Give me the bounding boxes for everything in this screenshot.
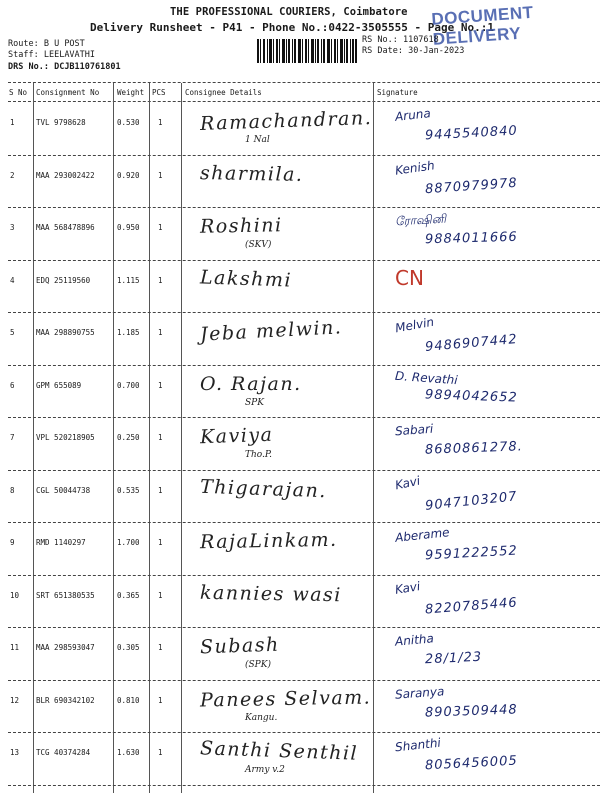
row-pcs: 1 [158,485,163,495]
row-sno: 2 [10,170,15,180]
row-consignment-no: MAA 568478896 [36,223,95,232]
signature-name: Kavi [393,473,422,492]
company-title: THE PROFESSIONAL COURIERS, Coimbatore [170,6,408,18]
consignee-note: SPK [245,397,264,408]
row-consignment-no: VPL 520218905 [36,433,95,442]
consignee-name: Santhi Senthil [199,737,359,765]
row-pcs: 1 [158,590,163,600]
row-pcs: 1 [158,275,163,285]
row-divider [8,732,600,733]
signature-phone: 9591222552 [424,543,519,564]
row-sno: 6 [10,380,15,390]
row-weight: 0.950 [117,223,140,232]
row-weight: 0.365 [117,590,140,600]
row-consignment-no: MAA 293002422 [36,170,95,180]
consignee-name: Roshini [199,214,283,238]
row-divider [8,680,600,681]
consignee-name: Subash [199,633,281,659]
consignee-name: Thigarajan. [199,475,328,502]
row-pcs: 1 [158,328,163,337]
row-weight: 0.250 [117,433,140,442]
barcode [257,39,357,63]
signature-name: Aruna [394,106,432,124]
row-divider [8,365,600,366]
signature-phone: 8870979978 [424,175,519,197]
row-consignment-no: MAA 298890755 [36,328,95,337]
signature-name: Aberame [394,525,451,545]
signature-name: Kavi [394,578,422,597]
col-consignment-header: Consignment No [36,88,100,97]
consignee-name: Jeba melwin. [199,316,343,346]
row-sno: 7 [10,433,15,442]
col-divider [33,83,34,793]
consignee-name: Ramachandran. [199,107,373,135]
row-sno: 1 [10,118,15,127]
col-consignee-header: Consignee Details [185,88,262,97]
consignee-name: Kaviya [199,423,274,449]
row-consignment-no: BLR 690342102 [36,695,95,705]
row-pcs: 1 [158,433,163,442]
row-divider [8,155,600,156]
row-sno: 10 [10,590,20,600]
row-sno: 12 [10,695,20,705]
row-consignment-no: MAA 298593047 [36,643,95,652]
row-sno: 4 [10,275,15,285]
consignee-note: Kangu. [245,712,278,723]
row-pcs: 1 [158,748,163,757]
consignee-note: Tho.P. [245,450,273,460]
signature-phone: 9445540840 [424,123,519,144]
consignee-note: (SKV) [245,240,272,250]
staff-line: Staff: LEELAVATHI [8,50,96,60]
col-divider [373,83,374,793]
drs-line: DRS No.: DCJB110761801 [8,62,121,72]
signature-phone: 28/1/23 [424,649,483,668]
row-weight: 0.305 [117,643,140,652]
signature-name: D. Revathi [394,368,459,387]
row-divider [8,627,600,628]
row-pcs: 1 [158,380,163,390]
row-sno: 5 [10,328,15,337]
consignee-note: Army v.2 [245,765,285,775]
row-divider [8,312,600,313]
col-pcs-header: PCS [152,88,166,97]
signature-name: Shanthi [394,735,442,755]
consignee-name: RajaLinkam. [199,528,338,554]
row-divider [8,417,600,418]
row-weight: 0.810 [117,695,140,705]
row-sno: 13 [10,748,20,757]
consignee-name: kannies wasi [199,581,343,606]
runsheet-title: Delivery Runsheet - P41 - Phone No.:0422-3505555 - Page No.:1 [90,21,494,34]
signature-name: Saranya [394,683,445,702]
signature-phone: 8056456005 [424,753,519,774]
col-divider [181,83,182,793]
signature-name: ரோஷினி [394,211,447,229]
row-consignment-no: CGL 50044738 [36,485,91,495]
row-sno: 9 [10,538,15,547]
row-pcs: 1 [158,695,163,705]
row-sno: 11 [10,643,20,652]
consignee-name: Panees Selvam. [199,686,372,711]
row-pcs: 1 [158,643,163,652]
signature-phone: 9884011666 [424,229,518,248]
row-divider [8,260,600,261]
row-consignment-no: SRT 651380535 [36,590,95,600]
row-divider [8,575,600,576]
row-consignment-no: TCG 40374284 [36,748,91,757]
signature-phone: 8903509448 [424,701,518,721]
row-consignment-no: RMD 1140297 [36,538,86,547]
consignee-note: (SPK) [245,660,271,670]
col-signature-header: Signature [377,88,418,97]
signature-name: Anitha [394,631,435,649]
signature-phone: 8680861278. [424,439,524,458]
row-weight: 1.700 [117,538,140,547]
row-pcs: 1 [158,118,163,127]
row-consignment-no: TVL 9798628 [36,118,86,127]
row-consignment-no: EDQ 25119560 [36,275,91,285]
signature-name: Melvin [394,314,436,336]
signature-phone: 9894042652 [424,386,518,406]
row-weight: 0.920 [117,170,140,180]
signature-phone: 8220785446 [424,594,519,618]
route-line: Route: B U POST [8,39,85,49]
row-weight: 0.535 [117,485,140,495]
signature-name: Kenish [394,157,436,178]
table-top-rule [8,82,600,83]
consignee-note: 1 Nal [245,135,270,145]
row-divider [8,470,600,471]
col-weight-header: Weight [117,88,145,97]
col-sno-header: S No [9,88,28,97]
rs-date-line: RS Date: 30-Jan-2023 [362,46,465,56]
row-sno: 3 [10,223,15,232]
row-weight: 0.530 [117,118,140,127]
row-weight: 1.630 [117,748,140,757]
row-consignment-no: GPM 655089 [36,380,82,390]
row-weight: 0.700 [117,380,140,390]
signature-phone: 9486907442 [424,331,519,356]
row-divider [8,207,600,208]
row-pcs: 1 [158,538,163,547]
row-weight: 1.185 [117,328,140,337]
consignee-name: sharmila. [199,161,304,186]
row-weight: 1.115 [117,275,140,285]
consignee-name: Lakshmi [199,265,293,292]
table-header-rule [8,101,600,102]
consignee-name: O. Rajan. [200,372,302,395]
signature-name: Sabari [394,421,434,439]
document-delivery-stamp: DOCUMENT DELIVERY [430,2,535,49]
row-sno: 8 [10,485,15,495]
signature-name: CN [395,265,424,290]
row-divider [8,785,600,786]
row-divider [8,522,600,523]
row-pcs: 1 [158,170,163,180]
rs-no-line: RS No.: 1107618 [362,35,439,45]
col-divider [149,83,150,793]
signature-phone: 9047103207 [424,488,519,514]
row-pcs: 1 [158,223,163,232]
col-divider [113,83,114,793]
